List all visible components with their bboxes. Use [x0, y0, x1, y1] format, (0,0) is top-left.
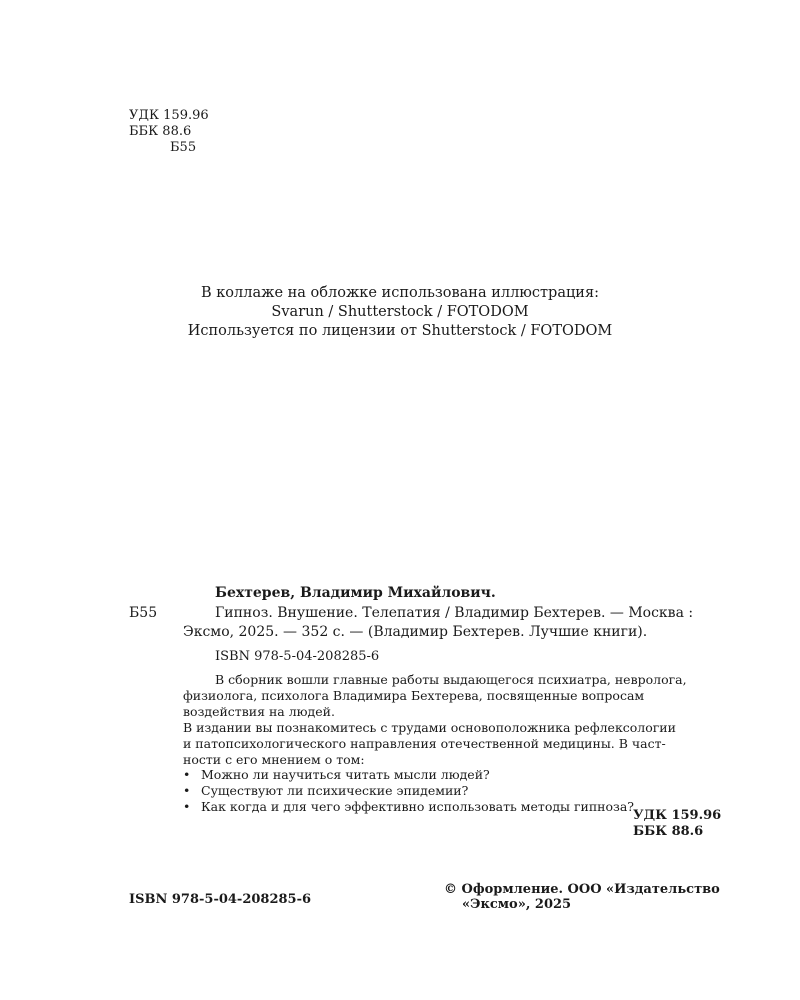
annotation-line: и патопсихологического направления отечественной медицины. В част- [183, 736, 666, 751]
catalog-author: Бехтерев, Владимир Михайлович. [215, 585, 496, 601]
catalog-isbn: ISBN 978-5-04-208285-6 [215, 649, 380, 664]
catalog-author-code: Б55 [129, 605, 158, 621]
annotation-line: В сборник вошли главные работы выдающегося психиатра, невролога, [215, 672, 687, 687]
bullet-text: Существуют ли психические эпидемии? [201, 783, 469, 798]
bullet-text: Как когда и для чего эффективно использовать методы гипноза? [201, 799, 635, 814]
annotation-line: физиолога, психолога Владимира Бехтерева, посвященные вопросам [183, 688, 645, 703]
copyright-line: «Эксмо», 2025 [462, 897, 572, 912]
bullet-icon: • [183, 767, 191, 782]
bullet-icon: • [183, 783, 191, 798]
cover-credit-line: Svarun / Shutterstock / FOTODOM [271, 304, 529, 320]
annotation-bullet [183, 783, 468, 799]
annotation-line: воздействия на людей. [183, 704, 335, 719]
cover-credit-line: Используется по лицензии от Shutterstock / FOTODOM [187, 323, 613, 339]
annotation-line: В издании вы познакомитесь с трудами основоположника рефлексологии [183, 720, 676, 735]
catalog-udk: УДК 159.96 [633, 808, 722, 823]
catalog-description-line: Эксмо, 2025. — 352 с. — (Владимир Бехтерев. Лучшие книги). [183, 624, 648, 640]
annotation-bullet [183, 767, 490, 783]
annotation-line: ности с его мнением о том: [183, 752, 365, 767]
copyright-line: © Оформление. ООО «Издательство [444, 882, 720, 897]
bullet-icon: • [183, 799, 191, 814]
top-author-code: Б55 [170, 140, 197, 155]
footer-isbn: ISBN 978-5-04-208285-6 [129, 892, 312, 907]
top-bbk-code: ББК 88.6 [129, 124, 192, 139]
catalog-bbk: ББК 88.6 [633, 824, 704, 839]
top-udk-code: УДК 159.96 [129, 108, 209, 123]
catalog-description-line: Гипноз. Внушение. Телепатия / Владимир Бехтерев. — Москва : [215, 605, 694, 621]
cover-credit-line: В коллаже на обложке использована иллюстрация: [200, 285, 599, 301]
annotation-bullet [183, 799, 634, 815]
bullet-text: Можно ли научиться читать мысли людей? [201, 767, 490, 782]
